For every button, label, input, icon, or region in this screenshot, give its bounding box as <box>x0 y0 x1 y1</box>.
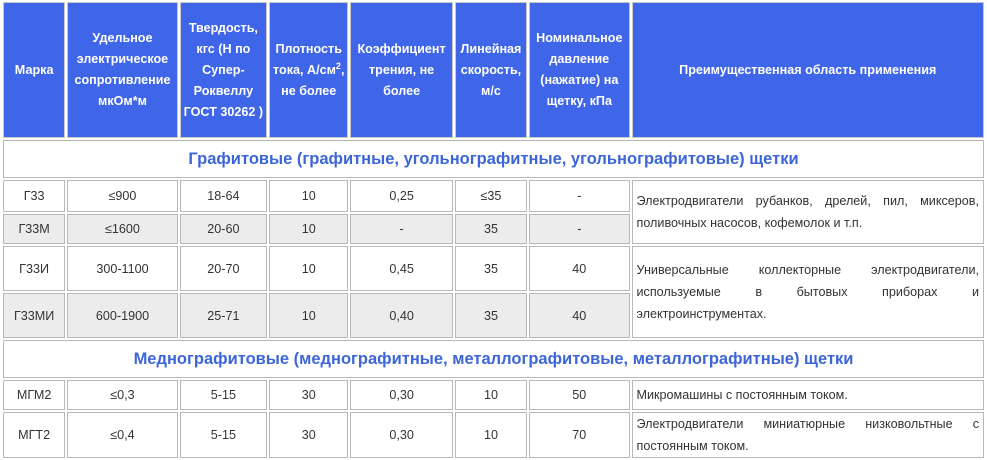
cell-hardness: 25-71 <box>180 293 267 338</box>
cell-density: 10 <box>269 180 348 212</box>
cell-pressure: - <box>529 214 629 244</box>
cell-density: 10 <box>269 246 348 291</box>
cell-pressure: 40 <box>529 246 629 291</box>
cell-hardness: 20-70 <box>180 246 267 291</box>
cell-brand: МГМ2 <box>3 380 65 410</box>
cell-brand: Г33М <box>3 214 65 244</box>
cell-hardness: 20-60 <box>180 214 267 244</box>
header-pressure: Номинальное давление (нажатие) на щетку, кПа <box>529 2 629 138</box>
header-resistance: Удельное электрическое сопротивление мкОм*м <box>67 2 177 138</box>
header-brand: Марка <box>3 2 65 138</box>
cell-resistance: ≤900 <box>67 180 177 212</box>
graphite-section-title: Графитовые (графитные, угольнографитные, угольнографитовые) щетки <box>3 140 984 178</box>
cell-hardness: 18-64 <box>180 180 267 212</box>
cell-friction: 0,30 <box>350 380 452 410</box>
cell-density: 30 <box>269 380 348 410</box>
cell-friction: 0,40 <box>350 293 452 338</box>
cell-brand: МГТ2 <box>3 412 65 458</box>
cell-brand: Г33 <box>3 180 65 212</box>
cell-density: 10 <box>269 293 348 338</box>
cell-density: 10 <box>269 214 348 244</box>
cell-friction: 0,25 <box>350 180 452 212</box>
cell-pressure: - <box>529 180 629 212</box>
cell-application: Универсальные коллекторные электродвигатели, используемые в бытовых приборах и электроинструментах. <box>632 246 984 338</box>
cell-resistance: 600-1900 <box>67 293 177 338</box>
header-application: Преимущественная область применения <box>632 2 984 138</box>
header-density-post: , не более <box>281 62 345 98</box>
header-hardness: Твердость, кгс (Н по Супер-Роквеллу ГОСТ 30262 ) <box>180 2 267 138</box>
cell-density: 30 <box>269 412 348 458</box>
cell-hardness: 5-15 <box>180 412 267 458</box>
cell-application: Электродвигатели рубанков, дрелей, пил, миксеров, поливочных насосов, кофемолок и т.п. <box>632 180 984 244</box>
cell-pressure: 50 <box>529 380 629 410</box>
cell-speed: 35 <box>455 214 527 244</box>
cell-friction: 0,45 <box>350 246 452 291</box>
cell-speed: 10 <box>455 412 527 458</box>
cell-friction: - <box>350 214 452 244</box>
cell-speed: 35 <box>455 246 527 291</box>
header-density-sup: 2 <box>335 60 341 71</box>
header-friction: Коэффициент трения, не более <box>350 2 452 138</box>
header-speed: Линейная скорость, м/с <box>455 2 527 138</box>
cell-brand: Г33МИ <box>3 293 65 338</box>
cell-pressure: 70 <box>529 412 629 458</box>
cell-speed: ≤35 <box>455 180 527 212</box>
cell-brand: Г33И <box>3 246 65 291</box>
cell-application: Микромашины с постоянным током. <box>632 380 984 410</box>
cell-hardness: 5-15 <box>180 380 267 410</box>
table-row <box>3 246 984 291</box>
cell-resistance: ≤0,3 <box>67 380 177 410</box>
header-current-density <box>269 2 348 138</box>
table-row <box>3 412 984 458</box>
cell-friction: 0,30 <box>350 412 452 458</box>
copper-section-title: Меднографитовые (меднографитные, металлографитовые, металлографитные) щетки <box>3 340 984 378</box>
cell-resistance: 300-1100 <box>67 246 177 291</box>
cell-resistance: ≤0,4 <box>67 412 177 458</box>
header-density-text: Плотность тока, А/см <box>273 41 342 77</box>
table-row <box>3 380 984 410</box>
cell-application: Электродвигатели миниатюрные низковольтные с постоянным током. <box>632 412 984 458</box>
cell-resistance: ≤1600 <box>67 214 177 244</box>
table-row <box>3 180 984 212</box>
cell-speed: 35 <box>455 293 527 338</box>
brushes-table <box>1 0 986 460</box>
cell-pressure: 40 <box>529 293 629 338</box>
cell-speed: 10 <box>455 380 527 410</box>
